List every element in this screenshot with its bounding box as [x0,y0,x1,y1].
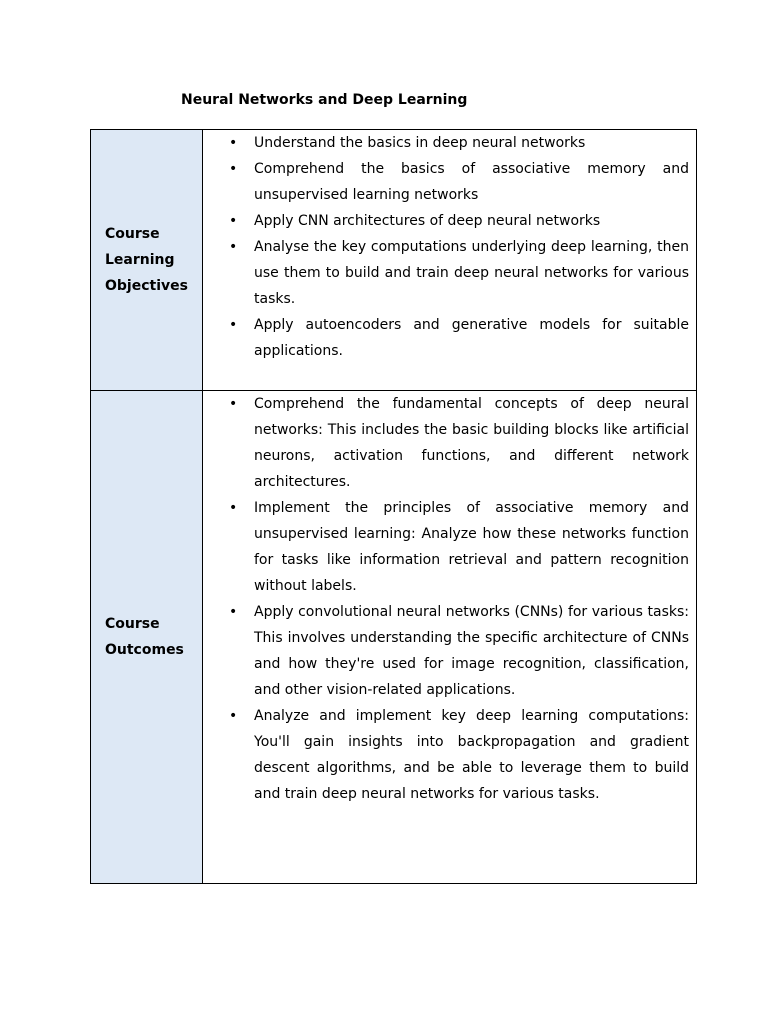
list-item [203,495,689,599]
bullet-icon: • [229,708,238,724]
bullet-icon: • [229,135,238,151]
objectives-list [203,130,689,364]
list-item-text: Apply autoencoders and generative models for suitable applications. [254,317,689,359]
bullet-icon: • [229,500,238,516]
label-line: Learning [105,252,175,268]
list-item-text: Implement the principles of associative memory and unsupervised learning: Analyze how these networks function for tasks like information retrieval and pattern recognition without labels. [254,500,689,594]
list-item-text: Apply CNN architectures of deep neural networks [254,213,601,229]
label-line: Objectives [105,278,188,294]
bullet-icon: • [229,213,238,229]
bullet-icon: • [229,604,238,620]
label-course-outcomes [91,391,203,884]
table-row-outcomes [91,391,697,884]
list-item-text: Analyse the key computations underlying deep learning, then use them to build and train deep neural networks for various tasks. [254,239,689,307]
label-line: Outcomes [105,642,184,658]
objectives-content [203,130,697,391]
list-item-text: Understand the basics in deep neural networks [254,135,586,151]
bullet-icon: • [229,317,238,333]
list-item [203,599,689,703]
bullet-icon: • [229,161,238,177]
list-item [203,130,689,156]
list-item [203,156,689,208]
list-item [203,234,689,312]
list-item-text: Comprehend the basics of associative memory and unsupervised learning networks [254,161,689,203]
list-item-text: Comprehend the fundamental concepts of deep neural networks: This includes the basic building blocks like artificial neurons, activation functions, and different network architectures. [254,396,689,490]
outcomes-content [203,391,697,884]
bullet-icon: • [229,239,238,255]
list-item-text: Apply convolutional neural networks (CNNs) for various tasks: This involves understanding the specific architecture of CNNs and how they're used for image recognition, classification, and other vision-related applications. [254,604,689,698]
list-item-text: Analyze and implement key deep learning computations: You'll gain insights into backpropagation and gradient descent algorithms, and be able to leverage them to build and train deep neural networks for various tasks. [254,708,689,802]
label-course-learning-objectives [91,130,203,391]
label-line: Course [105,226,160,242]
list-item [203,208,689,234]
list-item [203,391,689,495]
document-title: Neural Networks and Deep Learning [181,92,468,108]
bullet-icon: • [229,396,238,412]
label-line: Course [105,616,160,632]
outcomes-list [203,391,689,807]
course-table [90,129,697,884]
table-row-objectives [91,130,697,391]
list-item [203,703,689,807]
list-item [203,312,689,364]
